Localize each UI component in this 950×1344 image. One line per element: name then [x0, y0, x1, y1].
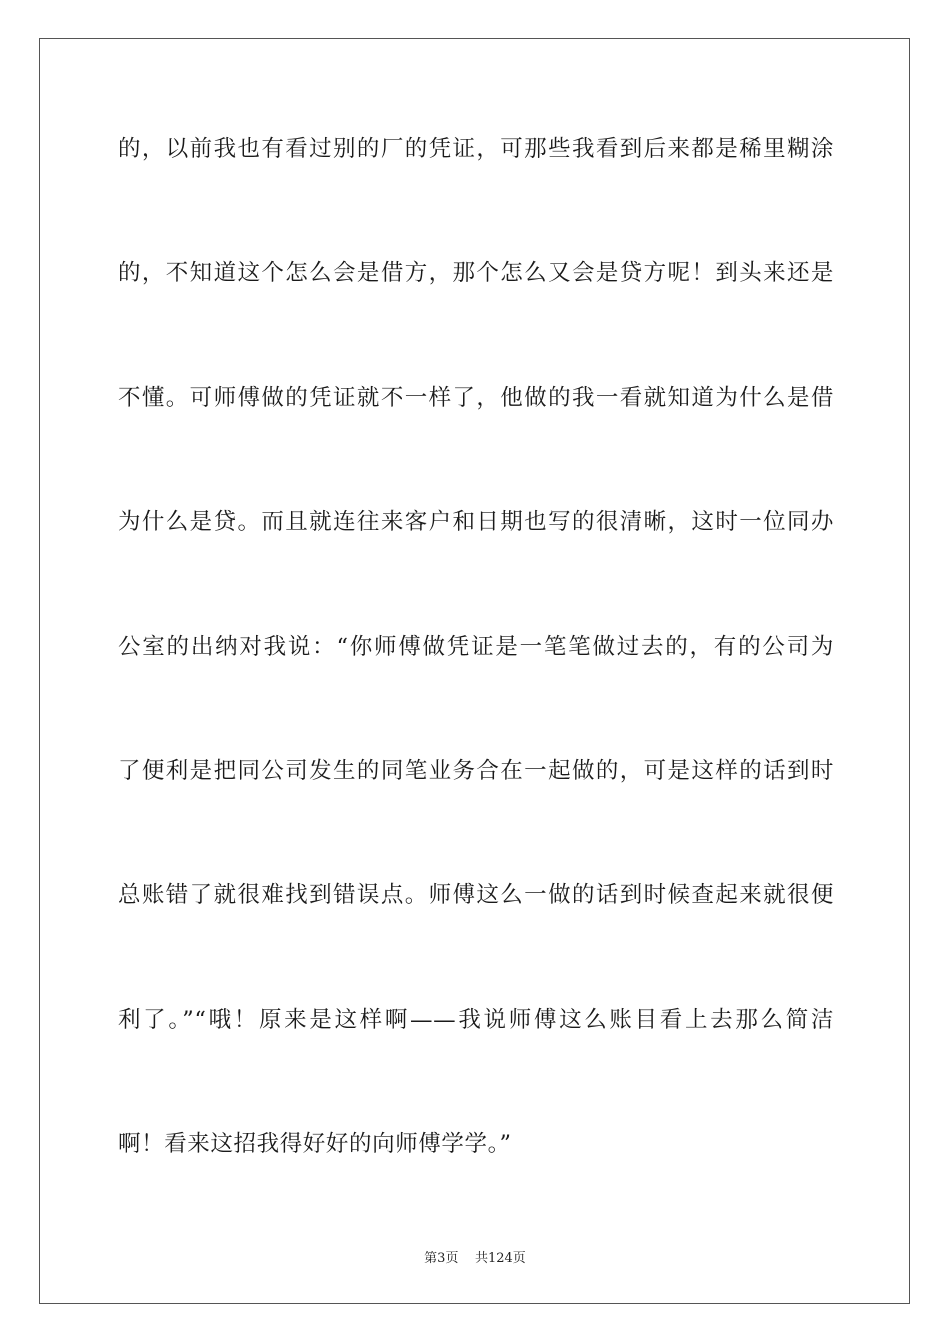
paragraph-line: 不懂。可师傅做的凭证就不一样了，他做的我一看就知道为什么是借: [118, 384, 834, 411]
paragraph-line: 啊！看来这招我得好好的向师傅学学。”: [118, 1131, 512, 1158]
paragraph-line: 公室的出纳对我说：“你师傅做凭证是一笔笔做过去的，有的公司为: [118, 633, 834, 660]
total-pages: 共124页: [474, 1251, 526, 1266]
page-number: 第3页: [424, 1251, 459, 1266]
document-body: [118, 123, 834, 1243]
page-footer: [0, 1247, 950, 1266]
paragraph-line: 的，不知道这个怎么会是借方，那个怎么又会是贷方呢！到头来还是: [118, 260, 834, 287]
paragraph-line: 总账错了就很难找到错误点。师傅这么一做的话到时候查起来就很便: [118, 882, 834, 909]
paragraph-line: 的，以前我也有看过别的厂的凭证，可那些我看到后来都是稀里糊涂: [118, 136, 834, 162]
paragraph-line: 利了。”“哦！原来是这样啊——我说师傅这么账目看上去那么简洁: [118, 1006, 834, 1033]
paragraph-line: 了便利是把同公司发生的同笔业务合在一起做的，可是这样的话到时: [118, 757, 834, 784]
paragraph-line: 为什么是贷。而且就连往来客户和日期也写的很清晰，这时一位同办: [118, 509, 834, 536]
